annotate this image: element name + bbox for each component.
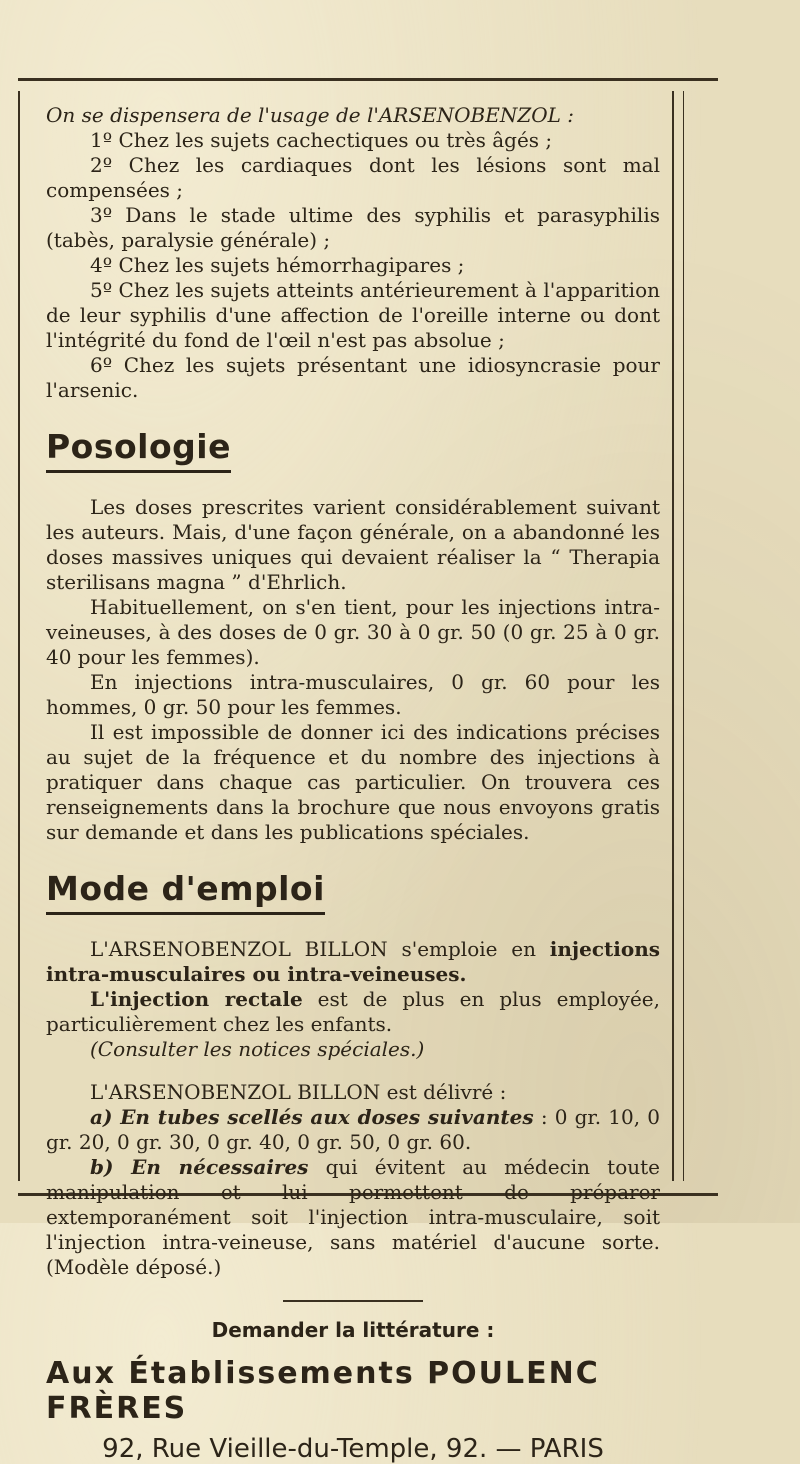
contraindication-item: 5º Chez les sujets atteints antérieurement à l'apparition de leur syphilis d'une affection de l'oreille interne ou dont l'intégrité du fond de l'œil n'est pas absolue ; [46, 278, 660, 352]
contraindication-item: 4º Chez les sujets hémorrhagipares ; [90, 253, 465, 277]
company-address: 92, Rue Vieille-du-Temple, 92. — PARIS [102, 1434, 604, 1464]
mode-text-bold: injections intra-musculaires ou intra-veineuses. [46, 937, 660, 986]
delivery-intro: L'ARSENOBENZOL BILLON est délivré : [90, 1080, 507, 1104]
contraindication-item: 2º Chez les cardiaques dont les lésions sont mal compensées ; [46, 153, 660, 202]
mode-emploi-note: (Consulter les notices spéciales.) [90, 1037, 425, 1061]
mode-text-bold: b) En nécessaires [90, 1155, 309, 1179]
delivery-item-kits [46, 1155, 660, 1280]
document-page [18, 78, 718, 1464]
mode-emploi-paragraph [46, 937, 660, 987]
contraindication-item: 1º Chez les sujets cachectiques ou très âgés ; [90, 128, 553, 152]
mode-text: est de plus en plus employée, particulièrement chez les enfants. [46, 987, 660, 1036]
mode-text-bold: a) En tubes scellés aux doses suivantes [90, 1105, 534, 1129]
spacer [46, 1062, 660, 1080]
mode-text: qui évitent au médecin toute manipulation et lui permettent de préparer extemporanément soit l'injection intra-musculaire, soit l'injection intra-veineuse, sans matériel d'aucune sorte. (Modèle déposé.) [46, 1155, 660, 1279]
mode-emploi-heading: Mode d'emploi [46, 869, 325, 915]
mode-emploi-section [46, 853, 660, 1280]
posologie-paragraph: Habituellement, on s'en tient, pour les injections intra-veineuses, à des doses de 0 gr. 30 à 0 gr. 50 (0 gr. 25 à 0 gr. 40 pour les femmes). [46, 595, 660, 669]
posologie-section [46, 411, 660, 845]
posologie-paragraph: Les doses prescrites varient considérablement suivant les auteurs. Mais, d'une façon générale, on a abandonné les doses massives uniques qui devaient réaliser la “ Therapia sterilisans magna ” d'Ehrlich. [46, 495, 660, 594]
posologie-paragraph: En injections intra-musculaires, 0 gr. 60 pour les hommes, 0 gr. 50 pour les femmes. [46, 670, 660, 719]
mode-text-bold: L'injection rectale [90, 987, 303, 1011]
posologie-paragraph: Il est impossible de donner ici des indications précises au sujet de la fréquence et du nombre des injections à pratiquer dans chaque cas particulier. On trouvera ces renseignements dans la brochure que nous envoyons gratis sur demande et dans les publications spéciales. [46, 720, 660, 844]
contraindication-item: 6º Chez les sujets présentant une idiosyncrasie pour l'arsenic. [46, 353, 660, 402]
contraindication-item: 3º Dans le stade ultime des syphilis et parasyphilis (tabès, paralysie générale) ; [46, 203, 660, 252]
contraindications-section [46, 103, 660, 403]
separator-rule [283, 1300, 423, 1302]
contraindications-lead: On se dispensera de l'usage de l'ARSENOBENZOL : [46, 103, 575, 127]
delivery-item-tubes [46, 1105, 660, 1155]
request-literature: Demander la littérature : [211, 1318, 495, 1342]
company-name: Aux Établissements POULENC FRÈRES [46, 1356, 600, 1426]
mode-text: L'ARSENOBENZOL BILLON s'emploie en [90, 937, 550, 961]
posologie-heading: Posologie [46, 427, 231, 473]
mode-text: : 0 gr. 10, 0 gr. 20, 0 gr. 30, 0 gr. 40, 0 gr. 50, 0 gr. 60. [46, 1105, 660, 1154]
document-frame [18, 91, 674, 1464]
mode-emploi-paragraph [46, 987, 660, 1037]
